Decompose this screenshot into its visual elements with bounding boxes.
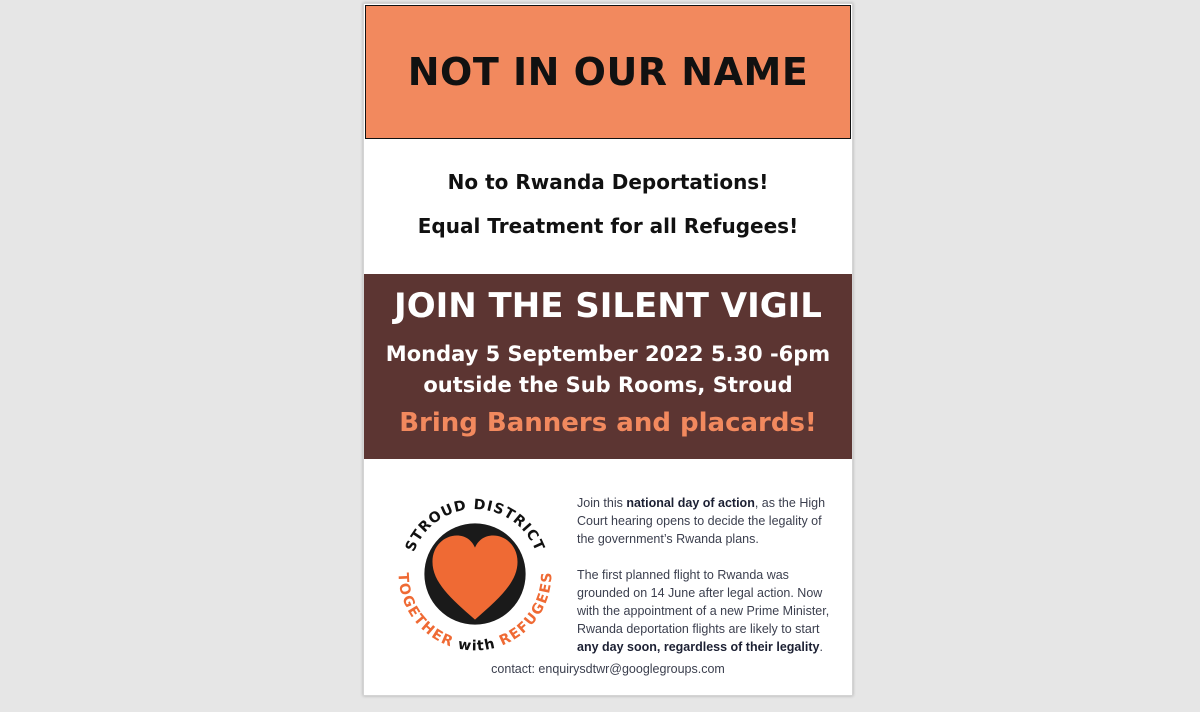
vigil-call-to-action: Bring Banners and placards! [399, 408, 817, 438]
vigil-title: JOIN THE SILENT VIGIL [394, 286, 822, 326]
poster-page [363, 3, 853, 696]
banner-title: NOT IN OUR NAME [407, 50, 809, 94]
vigil-date-time: Monday 5 September 2022 5.30 -6pm [385, 342, 831, 366]
subheading-equal-treatment: Equal Treatment for all Refugees! [417, 214, 799, 238]
logo-top-text: STROUD DISTRICT [402, 496, 548, 555]
logo-bottom-text: TOGETHER with REFUGEES [394, 572, 556, 655]
stroud-district-logo [394, 493, 556, 655]
title-banner [365, 5, 851, 139]
flight-paragraph: The first planned flight to Rwanda was grounded on 14 June after legal action. Now with the appointment of a new Prime Minister, Rwanda deportation flights are likely to start any day soon, regardless of their legality. [577, 568, 830, 654]
action-paragraph: Join this national day of action, as the High Court hearing opens to decide the legality of the government’s Rwanda plans. [577, 496, 826, 546]
contact-line: contact: enquirysdtwr@googlegroups.com [491, 662, 725, 676]
vigil-location: outside the Sub Rooms, Stroud [423, 373, 793, 397]
flight-paragraph-emphasis: any day soon, regardless of their legality [577, 640, 820, 654]
vigil-panel [364, 274, 852, 459]
action-paragraph-emphasis: national day of action [626, 496, 755, 510]
subheading-deportations: No to Rwanda Deportations! [447, 170, 769, 194]
